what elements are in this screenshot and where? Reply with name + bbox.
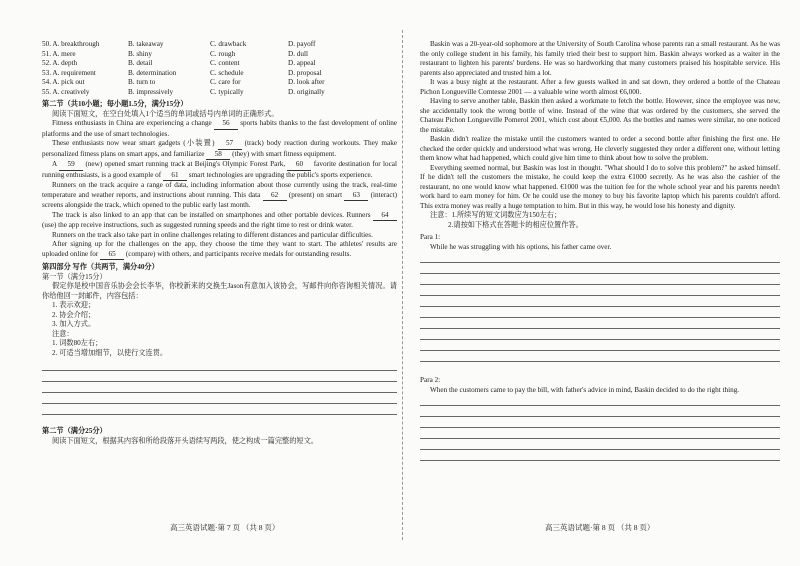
option-cell: 55. A. creatively: [42, 87, 90, 96]
passage-paragraph-3: A 59 (new) opened smart running track at Beijing's Olympic Forest Park, 60 favorite destination for local running enthusiasts, is a good example of 61 smart technologies are upgrading the public's sports experience.: [42, 160, 397, 181]
blank-63[interactable]: 63: [344, 191, 368, 202]
note-item: 2. 可适当增加细节，以使行文连贯。: [52, 348, 168, 357]
page-divider: [402, 30, 403, 540]
passage-paragraph-1: Fitness enthusiasts in China are experiencing a change 56 sports habits thanks to the fast development of online platforms and the use of smart technologies.: [42, 119, 397, 138]
blank-61[interactable]: 61: [163, 171, 187, 182]
para-1-answer-lines[interactable]: [420, 252, 780, 362]
blank-58[interactable]: 58: [206, 150, 230, 161]
option-cell: C. rough: [210, 49, 236, 58]
blank-60[interactable]: 60: [287, 160, 311, 171]
option-cell: D. look after: [288, 78, 325, 86]
writing-2-prompt: 阅读下面短文，根据其内容和所给段落开头语续写两段，使之构成一篇完整的短文。: [52, 436, 318, 445]
option-cell: 54. A. pick out: [42, 78, 85, 86]
blank-59[interactable]: 59: [59, 160, 83, 171]
option-cell: D. dull: [288, 49, 308, 58]
page-8-footer: 高三英语试题·第 8 页 （共 8 页）: [545, 523, 655, 532]
option-cell: C. schedule: [210, 68, 244, 77]
option-cell: C. care for: [210, 78, 241, 86]
note-title: 注意：: [52, 329, 74, 338]
option-cell: 52. A. depth: [42, 59, 78, 67]
option-cell: D. appeal: [288, 59, 316, 67]
writing-1-prompt: 假定你是校中国音乐协会会长李华，你校新来的交换生Jason有意加入该协会，写邮件向你咨询相关情况。请你给他回一封邮件，内容包括：: [42, 282, 397, 300]
option-cell: 50. A. breakthrough: [42, 40, 100, 48]
section-2-title: 第二节（共10小题；每小题1.5分，满分15分）: [42, 100, 188, 108]
blank-64[interactable]: 64: [373, 211, 397, 222]
story-paragraph-1: Baskin was a 20-year-old sophomore at the University of South Carolina whose parents ran a small restaurant. As he was the only college student in his family, his family tried their best to support him. Baskin always worked as a waiter in the restaurant to lighten his parents' burdens. He was so hardworking that many customers praised his hospitable service. His parents also appreciated and trusted him a lot.: [420, 40, 780, 77]
passage-paragraph-2: These enthusiasts now wear smart gadgets (小装置) 57 (track) body reaction during workouts. They make personalized fitness plans on smart apps, and familiarize 58 (they) with smart fitness equipment.: [42, 139, 397, 160]
option-cell: C. typically: [210, 87, 244, 96]
blank-62[interactable]: 62: [263, 191, 287, 202]
option-cell: D. proposal: [288, 68, 322, 77]
writing-point: 3. 加入方式。: [52, 320, 96, 328]
passage-paragraph-7: After signing up for the challenges on the app, they choose the time they want to start. The athletes' results are uploaded online for 65 (compare) with others, and participants receive medals for outstanding results.: [42, 240, 397, 260]
note-item: 注意：1.所续写的短文词数应为150左右；: [430, 211, 562, 219]
page-7-footer: 高三英语试题·第 7 页 （共 8 页）: [170, 523, 280, 532]
option-cell: B. detail: [128, 59, 153, 67]
option-cell: B. impressively: [128, 87, 174, 96]
option-cell: C. drawback: [210, 40, 247, 48]
page-8: [420, 40, 780, 461]
option-cell: 51. A. mere: [42, 49, 76, 58]
note-item: 1. 词数80左右；: [52, 339, 103, 347]
story-paragraph-2: It was a busy night at the restaurant. After a few guests walked in and sat down, they ordered a bottle of the Chateau Pichon Longueville Comtesse 2001 — a valuable wine worth almost €6,000.: [420, 78, 780, 96]
passage-paragraph-6: Runners on the track also take part in online challenges relating to different distances and particular difficulties.: [52, 230, 373, 239]
page-7: [42, 40, 397, 446]
writing-1-answer-lines[interactable]: [42, 360, 397, 415]
passage-paragraph-5: The track is also linked to an app that can be installed on smartphones and other portable devices. Runners 64 (use) the app receive instructions, such as suggested running speeds and the right time to rest or drink water.: [42, 211, 397, 231]
writing-2-title: 第二节（满分25分）: [42, 427, 107, 435]
writing-1-title: 第一节（满分15分）: [42, 272, 107, 281]
story-paragraph-3: Having to serve another table, Baskin then asked a workmate to fetch the bottle. However, since the employee was new, she accidentally took the wrong bottle of wine. Instead of the wine that was ordered by the customers, she served the Chateau Pichon Longueville Pomerol 2001, which cost about €5,000. As the bottles and names were similar, no one noticed the mistake.: [420, 97, 780, 134]
section-2-instruction: 阅读下面短文，在空白处填入1个适当的单词或括号内单词的正确形式。: [52, 109, 279, 118]
story-paragraph-4: Baskin didn't realize the mistake until the customers wanted to order a second bottle after finishing the first one. He checked the order quickly and understood what was wrong. He cleverly suggested they order a different one, without letting them know what had happened, which could give him time to think about how to solve the problem.: [420, 135, 780, 162]
para-1-label: Para 1:: [420, 233, 441, 241]
para-2-opening: When the customers came to pay the bill, with father's advice in mind, Baskin decided to do the right thing.: [430, 385, 740, 394]
option-cell: 53. A. requirement: [42, 68, 96, 77]
option-cell: D. originally: [288, 87, 325, 96]
option-cell: B. takeaway: [128, 40, 164, 48]
option-cell: B. shiny: [128, 49, 152, 58]
part-4-title: 第四部分 写作（共两节，满分40分）: [42, 263, 159, 271]
passage-paragraph-4: Runners on the track acquire a range of data, including information about those currently using the track, real-time temperature and weather reports, and instructions about running. This data 62 (present) on smart 63 (interact) screens alongside the track, which opened to the public early last month.: [42, 181, 397, 209]
cloze-options-grid: [42, 40, 397, 97]
option-cell: B. determination: [128, 68, 177, 77]
writing-point: 2. 协会介绍；: [52, 310, 96, 319]
option-cell: B. turn to: [128, 78, 156, 86]
option-cell: C. content: [210, 59, 240, 67]
writing-point: 1. 表示欢迎；: [52, 301, 96, 309]
blank-65[interactable]: 65: [100, 250, 124, 261]
note-item: 2.请按如下格式在答题卡的相应位置作答。: [448, 220, 583, 229]
para-2-label: Para 2:: [420, 376, 441, 384]
story-paragraph-5: Everything seemed normal, but Baskin was lost in thought. "What should I do to solve this problem?" he asked himself. If he didn't tell the customers the mistake, he could keep the extra €1000 secretly. As he was also the cashier of the restaurant, no one would know what happened. €1000 was the tuition fee for the whole school year and his parents needn't work hard to earn money for him. Or he could use the money to buy his favorite laptop which his parents couldn't afford. This extra money was really a huge temptation to him. But in this way, he would lose his honesty and dignity.: [420, 163, 780, 210]
para-2-answer-lines[interactable]: [420, 395, 780, 461]
blank-57[interactable]: 57: [218, 139, 242, 150]
continuation-notes: [420, 211, 780, 230]
option-cell: D. payoff: [288, 40, 316, 48]
blank-56[interactable]: 56: [214, 119, 238, 130]
writing-1-points: [42, 301, 397, 358]
para-1-opening: While he was struggling with his options, his father came over.: [430, 242, 612, 251]
